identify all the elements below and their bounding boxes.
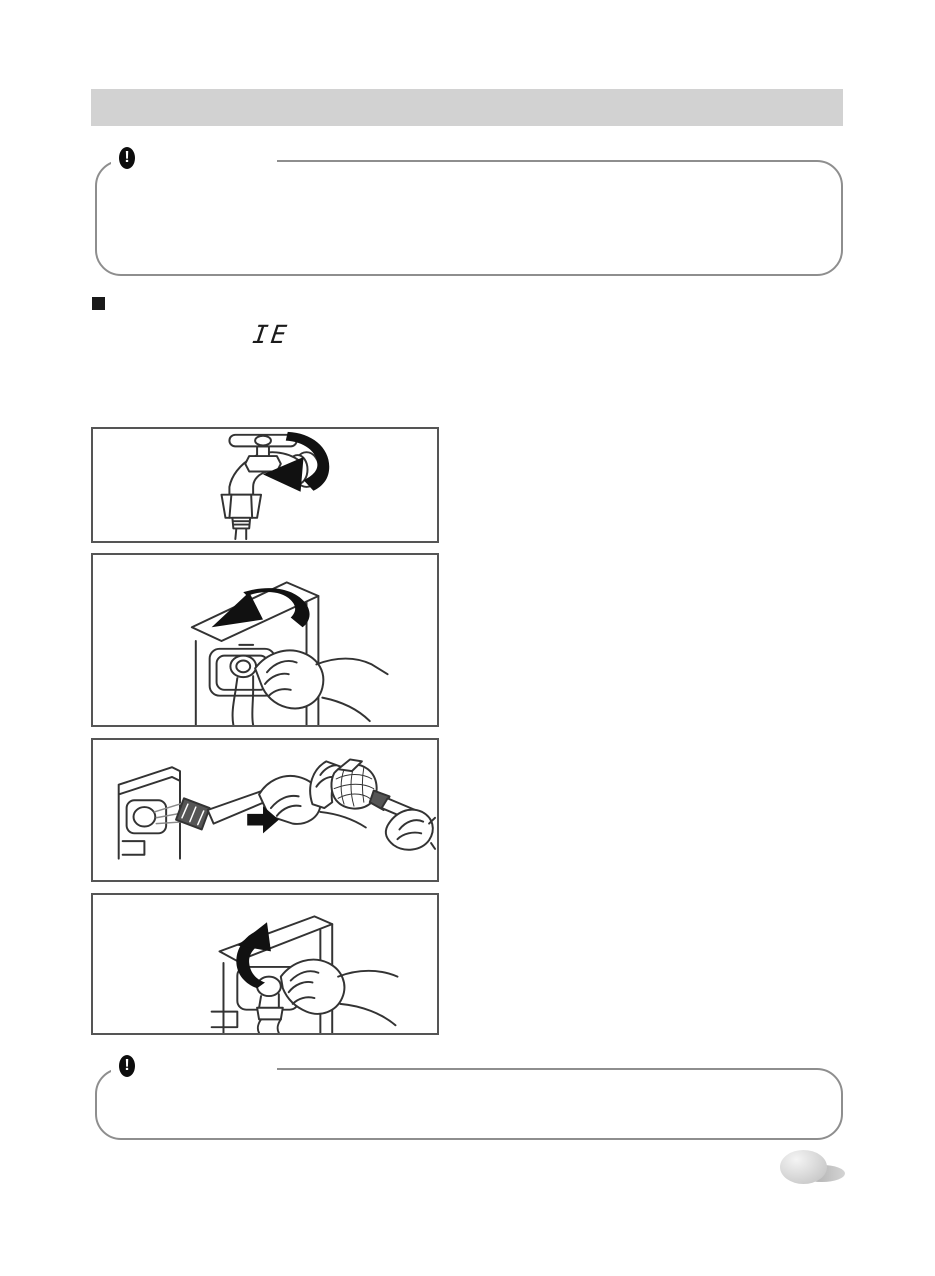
exclamation-icon [119, 147, 135, 169]
section-header-bar [91, 89, 843, 126]
brush-cleaning-mesh-filter-illustration [93, 740, 437, 880]
figure-unscrew-inlet-hose [91, 553, 439, 727]
exclamation-glyph: ! [124, 1057, 130, 1074]
hand-unscrewing-hose-illustration [93, 555, 437, 725]
exclamation-glyph: ! [124, 149, 130, 166]
page-number-bubble [780, 1150, 827, 1184]
figure-clean-inlet-filter [91, 738, 439, 882]
hand-reattaching-hose-illustration [93, 895, 437, 1033]
note-title-gap [111, 1066, 277, 1074]
error-code-display [251, 320, 291, 349]
section-bullet-square [92, 297, 105, 310]
exclamation-icon [119, 1055, 135, 1077]
note-box-bottom [95, 1057, 843, 1140]
faucet-close-arrow-illustration [93, 429, 437, 541]
note-title-gap [111, 158, 277, 166]
note-box-top [95, 149, 843, 276]
figure-reattach-inlet-hose [91, 893, 439, 1035]
error-code-text: IE [250, 320, 292, 349]
figure-turn-off-tap [91, 427, 439, 543]
